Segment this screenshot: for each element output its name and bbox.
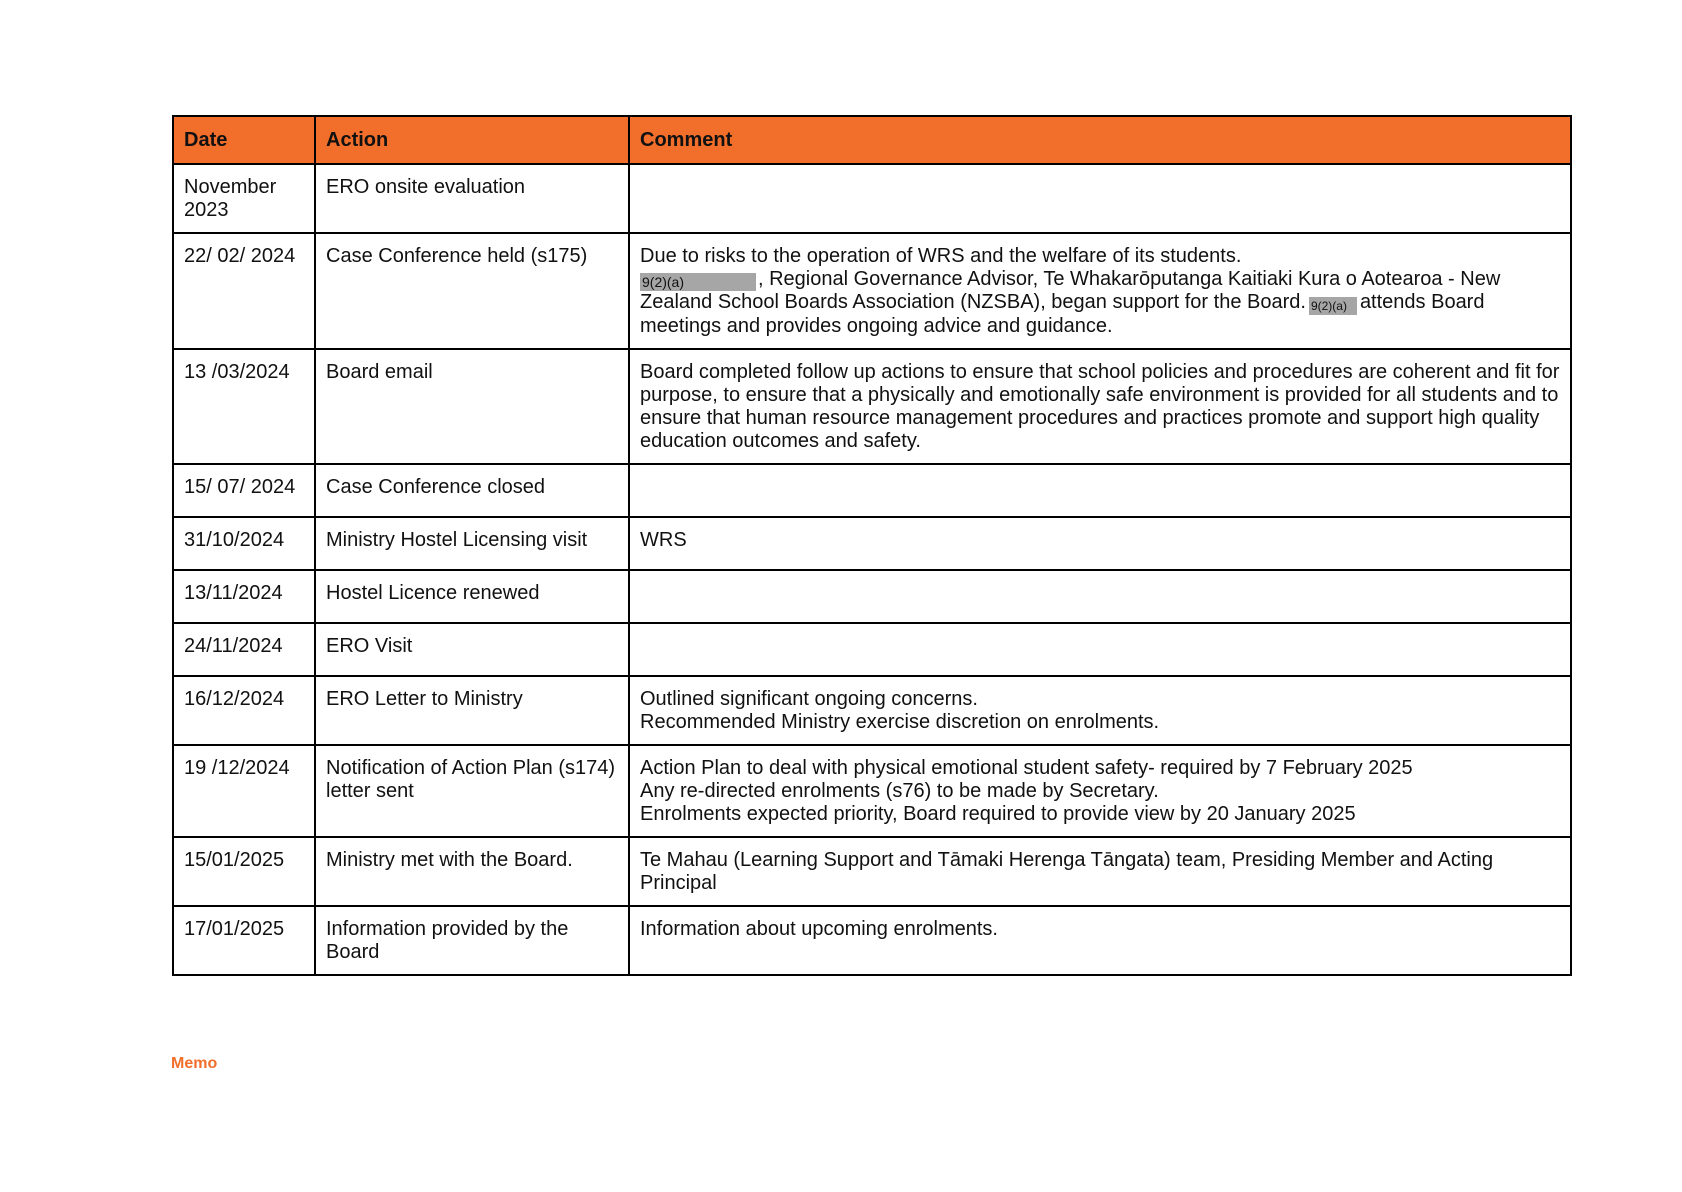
cell-action: Ministry Hostel Licensing visit [315, 517, 629, 570]
table-row [173, 745, 1571, 837]
cell-date: 13 /03/2024 [173, 349, 315, 464]
cell-comment [629, 464, 1571, 517]
header-action: Action [315, 116, 629, 164]
table-row [173, 349, 1571, 464]
cell-action: Case Conference held (s175) [315, 233, 629, 349]
table-row [173, 464, 1571, 517]
comment-text: attends Board meetings and provides ongoing advice and guidance. [640, 291, 1485, 337]
comment-line: Due to risks to the operation of WRS and the welfare of its students. [640, 245, 1242, 267]
cell-date: 19 /12/2024 [173, 745, 315, 837]
cell-action: Notification of Action Plan (s174) letter sent [315, 745, 629, 837]
cell-date: 31/10/2024 [173, 517, 315, 570]
cell-comment: WRS [629, 517, 1571, 570]
table-row [173, 837, 1571, 906]
table-row [173, 233, 1571, 349]
cell-comment [629, 676, 1571, 745]
cell-action: ERO Visit [315, 623, 629, 676]
table-row [173, 570, 1571, 623]
cell-comment [629, 570, 1571, 623]
table-row [173, 623, 1571, 676]
cell-date: 16/12/2024 [173, 676, 315, 745]
table-row [173, 906, 1571, 975]
cell-date: 24/11/2024 [173, 623, 315, 676]
comment-line: Recommended Ministry exercise discretion on enrolments. [640, 711, 1160, 733]
redaction-box: 9(2)(a) [1309, 297, 1357, 315]
cell-action: Ministry met with the Board. [315, 837, 629, 906]
cell-action: Case Conference closed [315, 464, 629, 517]
cell-action: ERO onsite evaluation [315, 164, 629, 233]
cell-action: Information provided by the Board [315, 906, 629, 975]
timeline-table [172, 115, 1572, 976]
header-date: Date [173, 116, 315, 164]
table-header-row [173, 116, 1571, 164]
cell-action: Board email [315, 349, 629, 464]
comment-text: , Regional Governance Advisor, Te Whakarōputanga Kaitiaki Kura o Aotearoa - New Zealand School Boards Association (NZSBA), began support for the Board. [640, 268, 1501, 313]
cell-date: November 2023 [173, 164, 315, 233]
cell-action: Hostel Licence renewed [315, 570, 629, 623]
cell-action: ERO Letter to Ministry [315, 676, 629, 745]
cell-date: 15/ 07/ 2024 [173, 464, 315, 517]
cell-comment [629, 745, 1571, 837]
comment-line: Any re-directed enrolments (s76) to be made by Secretary. [640, 780, 1159, 802]
cell-date: 13/11/2024 [173, 570, 315, 623]
comment-line: Enrolments expected priority, Board required to provide view by 20 January 2025 [640, 803, 1356, 825]
cell-comment [629, 623, 1571, 676]
table-row [173, 676, 1571, 745]
cell-date: 17/01/2025 [173, 906, 315, 975]
cell-date: 22/ 02/ 2024 [173, 233, 315, 349]
cell-comment [629, 164, 1571, 233]
header-comment: Comment [629, 116, 1571, 164]
cell-comment [629, 233, 1571, 349]
table-row [173, 517, 1571, 570]
footer-memo-label: Memo [171, 1055, 218, 1072]
table-row [173, 164, 1571, 233]
comment-line: Outlined significant ongoing concerns. [640, 688, 978, 710]
cell-date: 15/01/2025 [173, 837, 315, 906]
cell-comment: Information about upcoming enrolments. [629, 906, 1571, 975]
comment-line: Action Plan to deal with physical emotional student safety- required by 7 February 2025 [640, 757, 1413, 779]
cell-comment: Board completed follow up actions to ensure that school policies and procedures are coherent and fit for purpose, to ensure that a physically and emotionally safe environment is provided for all students and to ensure that human resource management procedures and practices promote and support high quality education outcomes and safety. [629, 349, 1571, 464]
redaction-box: 9(2)(a) [640, 273, 756, 291]
cell-comment: Te Mahau (Learning Support and Tāmaki Herenga Tāngata) team, Presiding Member and Acting Principal [629, 837, 1571, 906]
